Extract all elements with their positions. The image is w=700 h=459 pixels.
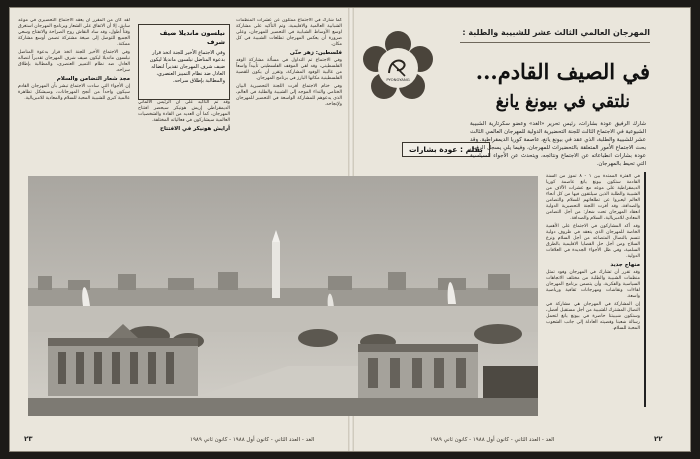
logo-caption: PYONGYANG (386, 77, 410, 82)
paragraph: وفي ختام الاجتماع أقرت اللجنة التحضيرية البيان الختامي والنداء الموجه إلى الشبيبة والطلبة في العالم، الذي يدعوهم للمشاركة الواسعة في التحضير للمهرجان ولإنجاحه. (236, 84, 342, 107)
mandela-box-text: وفي الاجتماع الأخير للجنة اتخذ قرار بدعوة المناضل نيلسون مانديلا ليكون ضيف شرف المهرجان تقديراً لنضاله العادل ضد نظام التمييز العنصري، والمطالبة بإطلاق سراحه. (149, 50, 225, 84)
new-program-subhead: منهاج جديد (610, 262, 640, 268)
paragraph: وقد تقرر أن تشارك في المهرجان وفود تمثل منظمات الشبيبة والطلبة من مختلف الاتجاهات السياسية والفكرية، وأن يتضمن برنامج المهرجان لقاءات ونقاشات ومهرجانات ثقافية ورياضية واسعة. (546, 270, 640, 299)
mandela-box (138, 24, 230, 100)
mandela-box-title: نيلسون مانديلا ضيف شرف (159, 29, 225, 46)
column-rule (644, 172, 646, 407)
paragraph: إن الأجواء التي سادت الاجتماع تبشر بأن المهرجان القادم سيكون واحداً من أنجح المهرجانات، وسيشكل تظاهرة عالمية كبرى للشبيبة المحبة للسلام والمعادية للامبريالية. (18, 84, 130, 101)
festival-logo (360, 30, 436, 106)
paragraph: وقد أكد المشاركون في الاجتماع على الأهمية الخاصة للمهرجان الذي ينعقد في ظروف دولية تتسم بالنضال المتصاعد من أجل السلام ونزع السلاح ومن أجل حل القضايا الاقليمية بالطرق السلمية، وفي ظل الأجواء الجديدة في العلاقات الدولية. (546, 224, 640, 259)
page-number-left: ٢٣ (24, 435, 33, 443)
flower-emblem-icon (360, 30, 436, 106)
paragraph: وفي الاجتماع الأخير للجنة اتخذ قرار بدعوة المناضل نيلسون مانديلا ليكون ضيف شرف المهرجان تقديراً لنضاله العادل ضد نظام التمييز العنصري، والمطالبة بإطلاق سراحه. (18, 50, 130, 73)
honecker-subhead: أرايش هونيكر في الافتتاح (160, 126, 230, 132)
article-title: في الصيف القادم... (475, 59, 650, 84)
right-page-column-1 (546, 174, 640, 424)
paragraph: وفي الاجتماع تم التداول في مسألة مشاركة الوفد الفلسطيني، وقد لقي الموقف الفلسطيني تأييداً واسعاً من غالبية الوفود المشاركة، وتقرر أن يكون للقضية الفلسطينية مكانها البارز في برنامج المهرجان. (236, 58, 342, 81)
article-lead: شارك الرفيق عودة بشارات، رئيس تحرير «الغد» وعضو سكرتارية الشبيبة الشيوعية في الاجتماع الثالث للجنة التحضيرية الدولية للمهرجان العالمي الثالث عشر للشبيبة والطلبة، الذي عقد في بيونغ يانغ، عاصمة كوريا الديمقراطية. وقد بحث الاجتماع الأمور المتعلقة بالتحضيرات للمهرجان، وفيما يلي يسجل الرفيق عودة بشارات انطباعاته عن الاجتماع ونتائجه، ويتحدث عن الأجواء السياسية التي تحيط بالمهرجان. (470, 121, 646, 167)
paragraph: في الفترة الممتدة بين ١ - ٨ تموز من السنة القادمة ستكون بيونغ يانغ عاصمة كوريا الديمقراطية على موعد مع عشرات الآلاف من الشبيبة والطلبة الذين سيلتقون فيها من كل أنحاء العالم ليعبروا عن تطلعاتهم للسلام والتضامن والصداقة، وقد أقرت اللجنة التحضيرية الدولية انعقاد المهرجان تحت شعار: من أجل التضامن المعادي للامبريالية، السلام والصداقة. (546, 174, 640, 221)
left-page-column-1 (18, 18, 130, 168)
paragraph: إن المشاركة في المهرجان هي مشاركة في النضال المشترك للشبيبة من أجل مستقبل أفضل، وستكون شبيبتنا حاضرة في بيونغ يانغ لتحمل رسالة شعبنا وقضيته العادلة إلى جانب الشعوب المحبة للسلام. (546, 302, 640, 331)
page-number-right: ٢٢ (654, 435, 663, 443)
pyongyang-city-photo (28, 176, 538, 416)
slogan-subhead: مجد شعار التضامن والسلام (56, 76, 130, 82)
footer-credit-right: الغد - العدد الثاني - كانون أول ١٩٨٨ - كانون ثاني ١٩٨٩ (430, 437, 555, 443)
article-subtitle: نلتقي في بيونغ يانغ (495, 92, 630, 112)
paragraph: كما شارك في الاجتماع ممثلون عن عشرات المنظمات الشبابية العالمية والاقليمية، وتم التأكيد على مشاركة اوسع الأوساط الشبابية في التحضير للمهرجان، وعلى ضرورة أن يعكس المهرجان تطلعات الشبيبة في كل مكان. (236, 18, 342, 47)
city-skyline-image (28, 176, 538, 416)
paragraph: لقد كان من المقرر أن يعقد الاجتماع التحضيري في موعد سابق، إلا أن الاتفاق على الشعار وبرنامج المهرجان استغرق وقتاً أطول، وقد ساد النقاش روح الصراحة والانفتاح وسعي الجميع للتوصل إلى صيغة مشتركة تضمن أوسع مشاركة ممكنة. (18, 18, 130, 47)
magazine-spread (10, 8, 690, 451)
left-page-column-3 (236, 18, 342, 168)
festival-header: المهرجان العالمي الثالث عشر للشبيبة والطلبة : (462, 28, 650, 37)
left-page-column-2 (138, 100, 230, 170)
paragraph: وقد تم التأكيد على أن الرئيس الألماني الديمقراطي إريش هونيكر سيحضر افتتاح المهرجان، كما أن العديد من القادة والشخصيات العالمية سيشاركون في فعالياته المختلفة. (138, 100, 230, 123)
footer-credit: الغد - العدد الثاني - كانون أول ١٩٨٨ - كانون ثاني ١٩٨٩ (190, 437, 315, 443)
header-rule (460, 42, 650, 43)
author-byline: بقلم : عودة بشارات (402, 142, 490, 157)
palestine-subhead: فلسطين: زهر حتّى (289, 50, 342, 56)
